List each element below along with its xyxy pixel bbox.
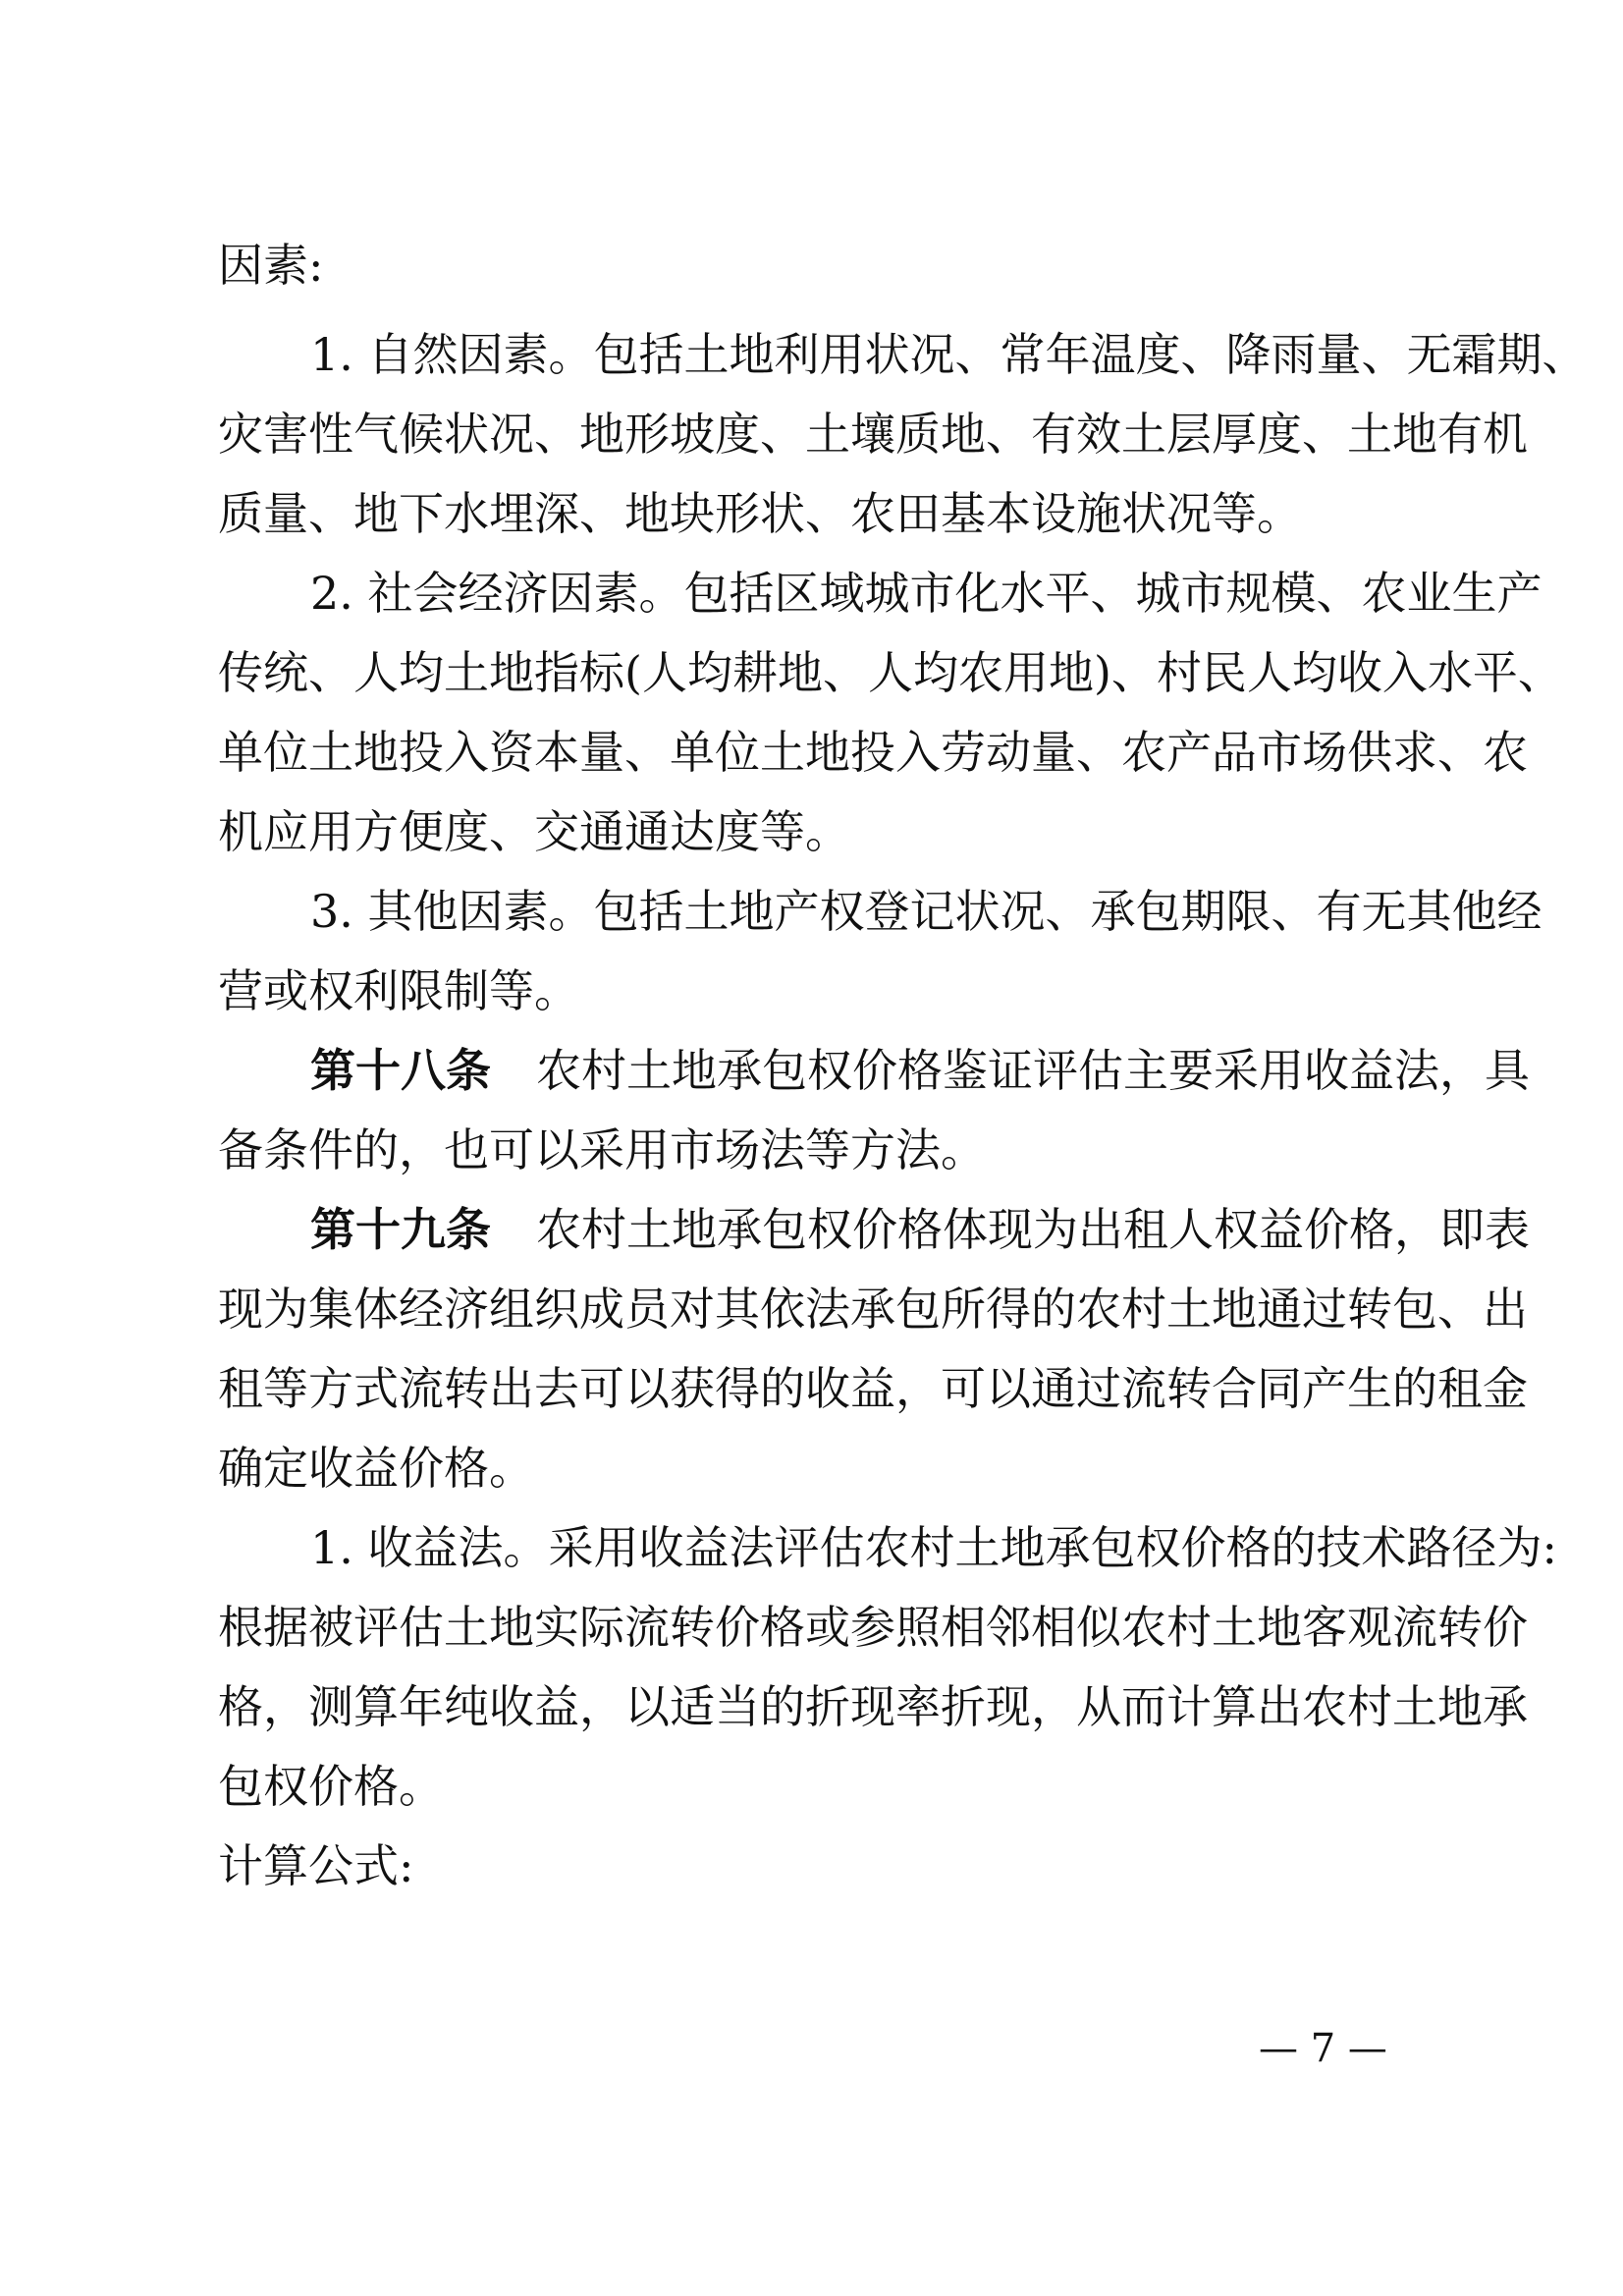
text-line: 1. 收益法。采用收益法评估农村土地承包权价格的技术路径为: bbox=[310, 1521, 1558, 1574]
article-18-heading: 第十八条 bbox=[310, 1044, 491, 1097]
page-number: — 7 — bbox=[1259, 2026, 1387, 2071]
text-line: 备条件的，也可以采用市场法等方法。 bbox=[218, 1123, 986, 1176]
text-line: 计算公式: bbox=[218, 1839, 414, 1892]
text-line: 确定收益价格。 bbox=[218, 1442, 534, 1495]
text-line: 灾害性气候状况、地形坡度、土壤质地、有效土层厚度、土地有机 bbox=[218, 408, 1528, 461]
text-line: 因素: bbox=[218, 239, 324, 292]
text-line: 2. 社会经济因素。包括区域城市化水平、城市规模、农业生产 bbox=[310, 567, 1542, 620]
text-line: 根据被评估土地实际流转价格或参照相邻相似农村土地客观流转价 bbox=[218, 1601, 1528, 1654]
text-line: 质量、地下水埋深、地块形状、农田基本设施状况等。 bbox=[218, 487, 1302, 540]
text-line: 格，测算年纯收益，以适当的折现率折现，从而计算出农村土地承 bbox=[218, 1680, 1528, 1733]
text-line: 传统、人均土地指标(人均耕地、人均农用地)、村民人均收入水平、 bbox=[218, 646, 1563, 699]
text-line: 机应用方便度、交通通达度等。 bbox=[218, 805, 850, 858]
text-line: 营或权利限制等。 bbox=[218, 964, 579, 1017]
text-line: 租等方式流转出去可以获得的收益，可以通过流转合同产生的租金 bbox=[218, 1362, 1528, 1415]
article-19-paragraph-start bbox=[310, 1200, 1623, 1259]
text-line: 现为集体经济组织成员对其依法承包所得的农村土地通过转包、出 bbox=[218, 1283, 1528, 1336]
text-line: 农村土地承包权价格体现为出租人权益价格，即表 bbox=[536, 1203, 1530, 1256]
text-line: 3. 其他因素。包括土地产权登记状况、承包期限、有无其他经 bbox=[310, 885, 1542, 938]
text-line: 农村土地承包权价格鉴证评估主要采用收益法，具 bbox=[536, 1044, 1530, 1097]
article-19-heading: 第十九条 bbox=[310, 1203, 491, 1256]
article-18-paragraph-start bbox=[310, 1041, 1623, 1100]
text-line: 包权价格。 bbox=[218, 1760, 444, 1813]
text-line: 单位土地投入资本量、单位土地投入劳动量、农产品市场供求、农 bbox=[218, 726, 1528, 779]
text-line: 1. 自然因素。包括土地利用状况、常年温度、降雨量、无霜期、 bbox=[310, 328, 1588, 381]
